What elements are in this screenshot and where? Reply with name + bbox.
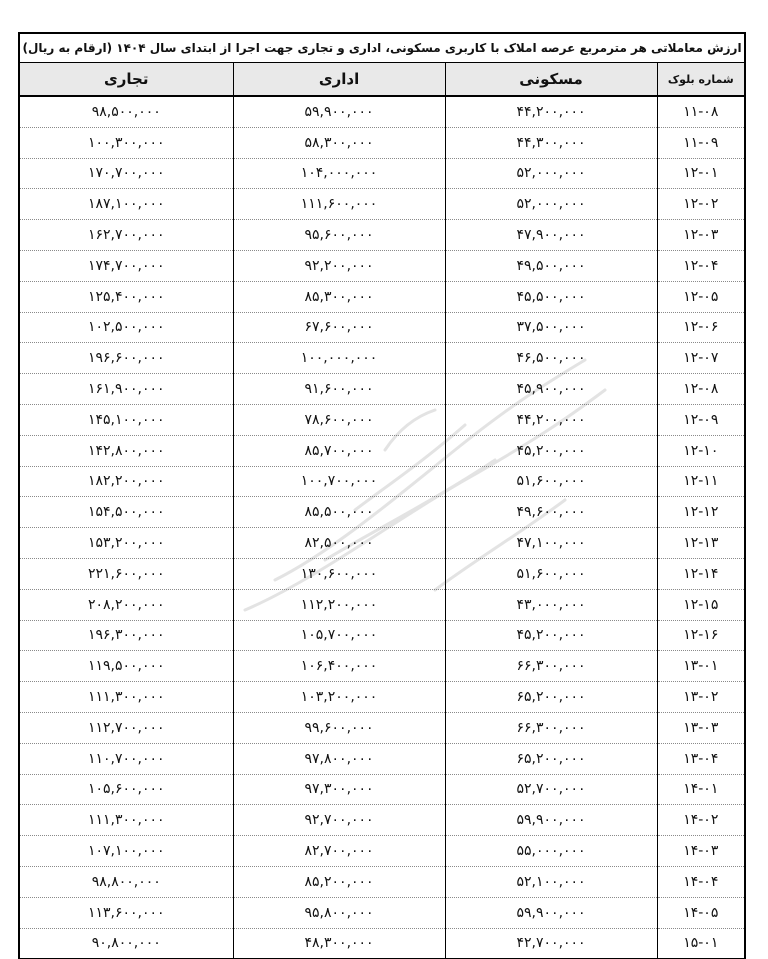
cell-commercial: ۱۴۲,۸۰۰,۰۰۰ — [19, 435, 233, 466]
table-row — [19, 158, 745, 189]
cell-block: ۱۱-۰۸ — [657, 96, 745, 127]
cell-residential: ۵۱,۶۰۰,۰۰۰ — [445, 466, 657, 497]
cell-block: ۱۲-۰۸ — [657, 374, 745, 405]
cell-block: ۱۲-۰۶ — [657, 312, 745, 343]
cell-block: ۱۲-۱۴ — [657, 558, 745, 589]
cell-block: ۱۴-۰۲ — [657, 805, 745, 836]
table-row — [19, 805, 745, 836]
cell-block: ۱۲-۰۱ — [657, 158, 745, 189]
cell-residential: ۴۷,۱۰۰,۰۰۰ — [445, 528, 657, 559]
cell-office: ۴۸,۳۰۰,۰۰۰ — [233, 928, 445, 959]
cell-block: ۱۵-۰۱ — [657, 928, 745, 959]
cell-commercial: ۱۱۱,۳۰۰,۰۰۰ — [19, 805, 233, 836]
cell-commercial: ۱۲۵,۴۰۰,۰۰۰ — [19, 281, 233, 312]
cell-commercial: ۱۱۰,۷۰۰,۰۰۰ — [19, 743, 233, 774]
cell-commercial: ۱۰۰,۳۰۰,۰۰۰ — [19, 127, 233, 158]
cell-office: ۱۰۰,۰۰۰,۰۰۰ — [233, 343, 445, 374]
cell-office: ۹۵,۸۰۰,۰۰۰ — [233, 897, 445, 928]
cell-office: ۶۷,۶۰۰,۰۰۰ — [233, 312, 445, 343]
cell-block: ۱۲-۰۳ — [657, 220, 745, 251]
cell-residential: ۴۴,۲۰۰,۰۰۰ — [445, 404, 657, 435]
cell-office: ۸۵,۲۰۰,۰۰۰ — [233, 866, 445, 897]
cell-office: ۸۲,۵۰۰,۰۰۰ — [233, 528, 445, 559]
cell-office: ۱۰۵,۷۰۰,۰۰۰ — [233, 620, 445, 651]
cell-block: ۱۲-۱۵ — [657, 589, 745, 620]
header-office: اداری — [233, 63, 445, 97]
cell-residential: ۶۶,۳۰۰,۰۰۰ — [445, 651, 657, 682]
cell-block: ۱۲-۱۳ — [657, 528, 745, 559]
cell-commercial: ۱۶۱,۹۰۰,۰۰۰ — [19, 374, 233, 405]
cell-commercial: ۹۸,۵۰۰,۰۰۰ — [19, 96, 233, 127]
cell-office: ۱۱۲,۲۰۰,۰۰۰ — [233, 589, 445, 620]
cell-residential: ۵۹,۹۰۰,۰۰۰ — [445, 805, 657, 836]
cell-office: ۹۲,۲۰۰,۰۰۰ — [233, 250, 445, 281]
cell-residential: ۵۵,۰۰۰,۰۰۰ — [445, 836, 657, 867]
cell-residential: ۵۲,۰۰۰,۰۰۰ — [445, 158, 657, 189]
table-row — [19, 558, 745, 589]
cell-commercial: ۱۱۹,۵۰۰,۰۰۰ — [19, 651, 233, 682]
table-row — [19, 712, 745, 743]
cell-commercial: ۱۷۰,۷۰۰,۰۰۰ — [19, 158, 233, 189]
table-row — [19, 404, 745, 435]
cell-residential: ۴۳,۰۰۰,۰۰۰ — [445, 589, 657, 620]
cell-residential: ۴۴,۳۰۰,۰۰۰ — [445, 127, 657, 158]
cell-block: ۱۲-۱۱ — [657, 466, 745, 497]
table-row — [19, 312, 745, 343]
cell-office: ۹۲,۷۰۰,۰۰۰ — [233, 805, 445, 836]
cell-commercial: ۱۷۴,۷۰۰,۰۰۰ — [19, 250, 233, 281]
cell-block: ۱۴-۰۵ — [657, 897, 745, 928]
cell-block: ۱۲-۰۹ — [657, 404, 745, 435]
cell-block: ۱۳-۰۳ — [657, 712, 745, 743]
cell-commercial: ۲۲۱,۶۰۰,۰۰۰ — [19, 558, 233, 589]
table-row — [19, 497, 745, 528]
title-row — [19, 33, 745, 63]
table-row — [19, 528, 745, 559]
table-row — [19, 189, 745, 220]
table-row — [19, 589, 745, 620]
table-row — [19, 866, 745, 897]
cell-commercial: ۱۸۷,۱۰۰,۰۰۰ — [19, 189, 233, 220]
cell-block: ۱۱-۰۹ — [657, 127, 745, 158]
cell-office: ۵۸,۳۰۰,۰۰۰ — [233, 127, 445, 158]
cell-commercial: ۱۵۳,۲۰۰,۰۰۰ — [19, 528, 233, 559]
cell-block: ۱۴-۰۱ — [657, 774, 745, 805]
table-body — [19, 96, 745, 959]
cell-block: ۱۲-۰۲ — [657, 189, 745, 220]
cell-commercial: ۱۴۵,۱۰۰,۰۰۰ — [19, 404, 233, 435]
cell-commercial: ۱۶۲,۷۰۰,۰۰۰ — [19, 220, 233, 251]
table-row — [19, 651, 745, 682]
table-row — [19, 774, 745, 805]
header-row — [19, 63, 745, 97]
table-row — [19, 96, 745, 127]
cell-office: ۹۱,۶۰۰,۰۰۰ — [233, 374, 445, 405]
cell-residential: ۶۶,۳۰۰,۰۰۰ — [445, 712, 657, 743]
cell-office: ۸۵,۳۰۰,۰۰۰ — [233, 281, 445, 312]
cell-residential: ۴۹,۶۰۰,۰۰۰ — [445, 497, 657, 528]
cell-office: ۱۰۳,۲۰۰,۰۰۰ — [233, 682, 445, 713]
cell-residential: ۴۵,۲۰۰,۰۰۰ — [445, 435, 657, 466]
header-residential: مسکونی — [445, 63, 657, 97]
cell-commercial: ۱۱۳,۶۰۰,۰۰۰ — [19, 897, 233, 928]
cell-residential: ۶۵,۲۰۰,۰۰۰ — [445, 682, 657, 713]
cell-office: ۹۷,۸۰۰,۰۰۰ — [233, 743, 445, 774]
cell-office: ۹۵,۶۰۰,۰۰۰ — [233, 220, 445, 251]
table-row — [19, 374, 745, 405]
cell-residential: ۵۹,۹۰۰,۰۰۰ — [445, 897, 657, 928]
cell-residential: ۴۵,۵۰۰,۰۰۰ — [445, 281, 657, 312]
table-row — [19, 220, 745, 251]
cell-office: ۱۳۰,۶۰۰,۰۰۰ — [233, 558, 445, 589]
table-title: ارزش معاملاتی هر مترمربع عرصه املاک با کاربری مسکونی، اداری و تجاری جهت اجرا از ابتدای سال ۱۴۰۴ (ارقام به ریال) — [19, 33, 745, 63]
cell-residential: ۴۹,۵۰۰,۰۰۰ — [445, 250, 657, 281]
cell-block: ۱۲-۱۶ — [657, 620, 745, 651]
table-row — [19, 836, 745, 867]
cell-office: ۵۹,۹۰۰,۰۰۰ — [233, 96, 445, 127]
cell-block: ۱۴-۰۳ — [657, 836, 745, 867]
cell-residential: ۴۴,۲۰۰,۰۰۰ — [445, 96, 657, 127]
price-table — [18, 32, 746, 959]
cell-block: ۱۳-۰۱ — [657, 651, 745, 682]
cell-residential: ۴۶,۵۰۰,۰۰۰ — [445, 343, 657, 374]
cell-residential: ۳۷,۵۰۰,۰۰۰ — [445, 312, 657, 343]
cell-residential: ۴۷,۹۰۰,۰۰۰ — [445, 220, 657, 251]
cell-block: ۱۲-۰۷ — [657, 343, 745, 374]
cell-office: ۱۰۰,۷۰۰,۰۰۰ — [233, 466, 445, 497]
cell-block: ۱۴-۰۴ — [657, 866, 745, 897]
cell-commercial: ۹۸,۸۰۰,۰۰۰ — [19, 866, 233, 897]
cell-office: ۸۲,۷۰۰,۰۰۰ — [233, 836, 445, 867]
cell-office: ۹۷,۳۰۰,۰۰۰ — [233, 774, 445, 805]
table-row — [19, 343, 745, 374]
table-row — [19, 466, 745, 497]
table-row — [19, 743, 745, 774]
cell-residential: ۵۲,۰۰۰,۰۰۰ — [445, 189, 657, 220]
cell-office: ۷۸,۶۰۰,۰۰۰ — [233, 404, 445, 435]
cell-commercial: ۱۸۲,۲۰۰,۰۰۰ — [19, 466, 233, 497]
cell-block: ۱۳-۰۲ — [657, 682, 745, 713]
cell-commercial: ۹۰,۸۰۰,۰۰۰ — [19, 928, 233, 959]
cell-office: ۹۹,۶۰۰,۰۰۰ — [233, 712, 445, 743]
table-row — [19, 281, 745, 312]
table-row — [19, 620, 745, 651]
cell-block: ۱۲-۰۴ — [657, 250, 745, 281]
cell-block: ۱۳-۰۴ — [657, 743, 745, 774]
cell-block: ۱۲-۱۰ — [657, 435, 745, 466]
table-row — [19, 682, 745, 713]
cell-residential: ۵۱,۶۰۰,۰۰۰ — [445, 558, 657, 589]
cell-commercial: ۲۰۸,۲۰۰,۰۰۰ — [19, 589, 233, 620]
cell-office: ۸۵,۷۰۰,۰۰۰ — [233, 435, 445, 466]
cell-office: ۸۵,۵۰۰,۰۰۰ — [233, 497, 445, 528]
cell-block: ۱۲-۱۲ — [657, 497, 745, 528]
cell-office: ۱۰۴,۰۰۰,۰۰۰ — [233, 158, 445, 189]
cell-commercial: ۱۵۴,۵۰۰,۰۰۰ — [19, 497, 233, 528]
table-row — [19, 250, 745, 281]
table-row — [19, 897, 745, 928]
cell-commercial: ۱۰۷,۱۰۰,۰۰۰ — [19, 836, 233, 867]
cell-residential: ۴۵,۹۰۰,۰۰۰ — [445, 374, 657, 405]
header-block: شماره بلوک — [657, 63, 745, 97]
cell-residential: ۶۵,۲۰۰,۰۰۰ — [445, 743, 657, 774]
table-row — [19, 928, 745, 959]
cell-commercial: ۱۱۱,۳۰۰,۰۰۰ — [19, 682, 233, 713]
cell-commercial: ۱۹۶,۶۰۰,۰۰۰ — [19, 343, 233, 374]
cell-commercial: ۱۰۲,۵۰۰,۰۰۰ — [19, 312, 233, 343]
cell-office: ۱۰۶,۴۰۰,۰۰۰ — [233, 651, 445, 682]
table-row — [19, 435, 745, 466]
document — [18, 32, 744, 959]
cell-block: ۱۲-۰۵ — [657, 281, 745, 312]
cell-residential: ۵۲,۷۰۰,۰۰۰ — [445, 774, 657, 805]
header-commercial: تجاری — [19, 63, 233, 97]
cell-residential: ۴۵,۲۰۰,۰۰۰ — [445, 620, 657, 651]
cell-office: ۱۱۱,۶۰۰,۰۰۰ — [233, 189, 445, 220]
cell-commercial: ۱۰۵,۶۰۰,۰۰۰ — [19, 774, 233, 805]
cell-commercial: ۱۱۲,۷۰۰,۰۰۰ — [19, 712, 233, 743]
cell-residential: ۵۲,۱۰۰,۰۰۰ — [445, 866, 657, 897]
table-row — [19, 127, 745, 158]
cell-commercial: ۱۹۶,۳۰۰,۰۰۰ — [19, 620, 233, 651]
cell-residential: ۴۲,۷۰۰,۰۰۰ — [445, 928, 657, 959]
